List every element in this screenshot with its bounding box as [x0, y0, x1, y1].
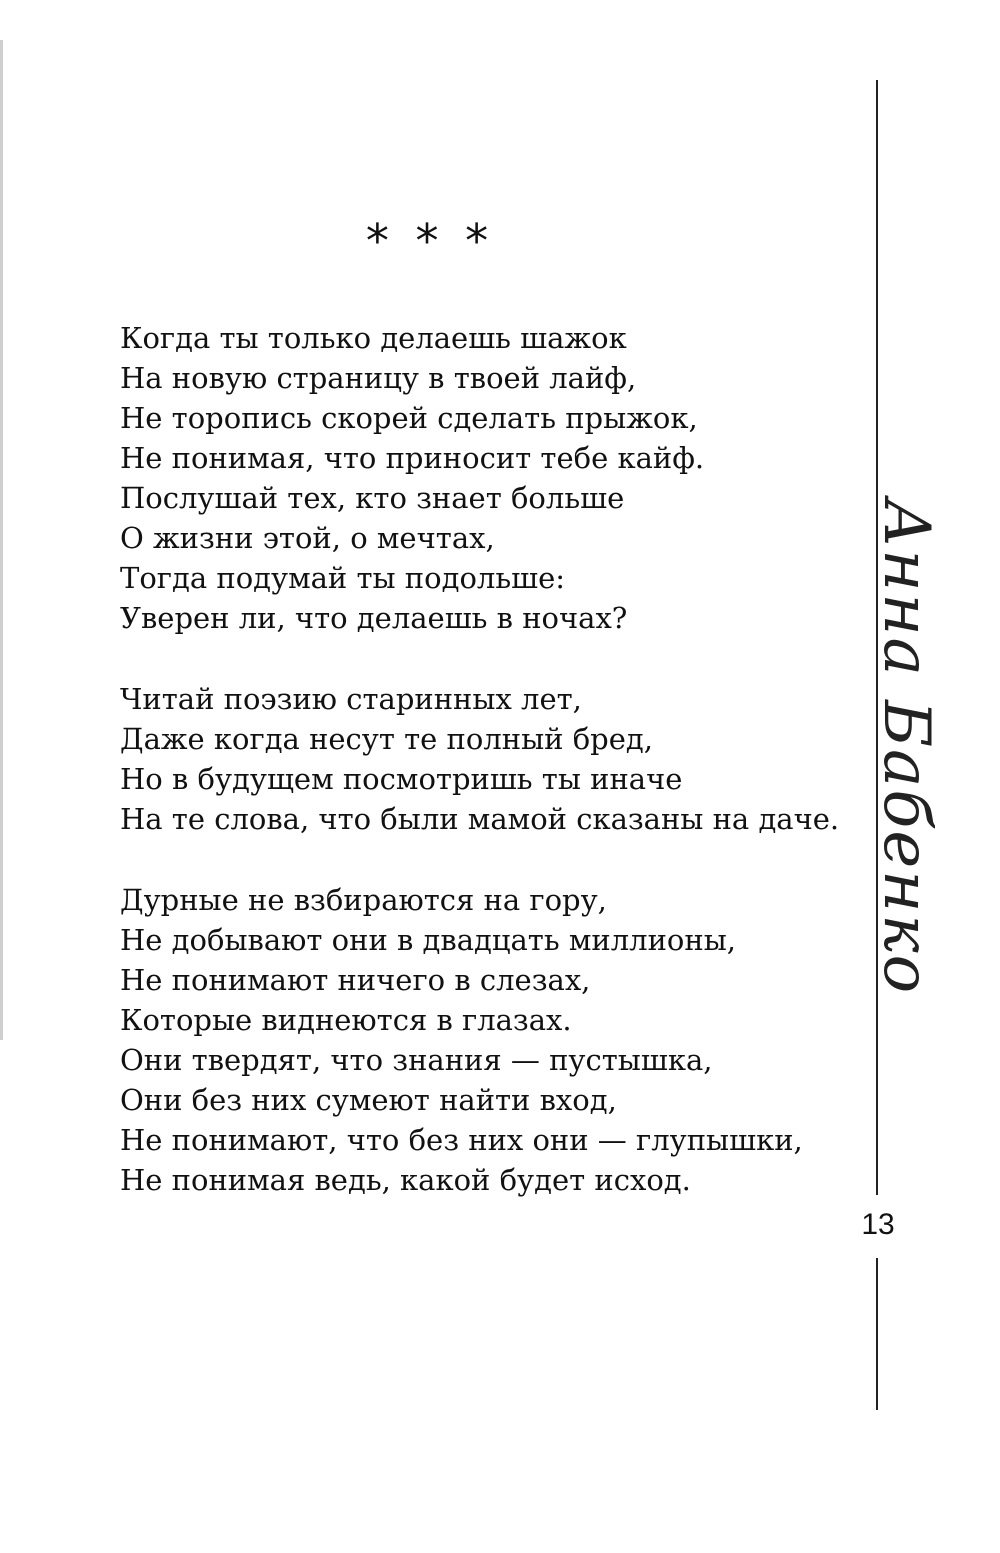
- sidebar-rule-bottom: [876, 1258, 878, 1410]
- page-left-edge: [0, 40, 3, 1040]
- poem-line: Дурные не взбираются на гору,: [120, 883, 607, 917]
- stanza-3: [120, 880, 840, 1200]
- poem-line: Но в будущем посмотришь ты иначе: [120, 762, 683, 796]
- poem-line: Даже когда несут те полный бред,: [120, 722, 653, 756]
- poem-line: О жизни этой, о мечтах,: [120, 521, 495, 555]
- poem-line: Не понимают, что без них они — глупышки,: [120, 1123, 803, 1157]
- poem-line: Не понимая, что приносит тебе кайф.: [120, 441, 705, 475]
- poem-line: Не понимая ведь, какой будет исход.: [120, 1163, 691, 1197]
- poem-line: Не добывают они в двадцать миллионы,: [120, 923, 736, 957]
- poem-body: [120, 318, 840, 1241]
- poem-line: Когда ты только делаешь шажок: [120, 321, 627, 355]
- poem-line: Послушай тех, кто знает больше: [120, 481, 625, 515]
- poem-line: Не понимают ничего в слезах,: [120, 963, 591, 997]
- poem-line: На те слова, что были мамой сказаны на даче.: [120, 802, 840, 836]
- section-ornament: * * *: [365, 214, 495, 268]
- poem-line: Они твердят, что знания — пустышка,: [120, 1043, 713, 1077]
- poem-line: Читай поэзию старинных лет,: [120, 682, 582, 716]
- stanza-2: [120, 679, 840, 839]
- poem-line: Уверен ли, что делаешь в ночах?: [120, 601, 628, 635]
- poem-line: Тогда подумай ты подольше:: [120, 561, 566, 595]
- stanza-1: [120, 318, 840, 638]
- author-name: Анна Бабенко: [869, 498, 943, 996]
- poem-line: Которые виднеются в глазах.: [120, 1003, 572, 1037]
- poem-line: Не торопись скорей сделать прыжок,: [120, 401, 698, 435]
- poem-line: На новую страницу в твоей лайф,: [120, 361, 637, 395]
- poem-line: Они без них сумеют найти вход,: [120, 1083, 617, 1117]
- page-number: 13: [861, 1208, 895, 1241]
